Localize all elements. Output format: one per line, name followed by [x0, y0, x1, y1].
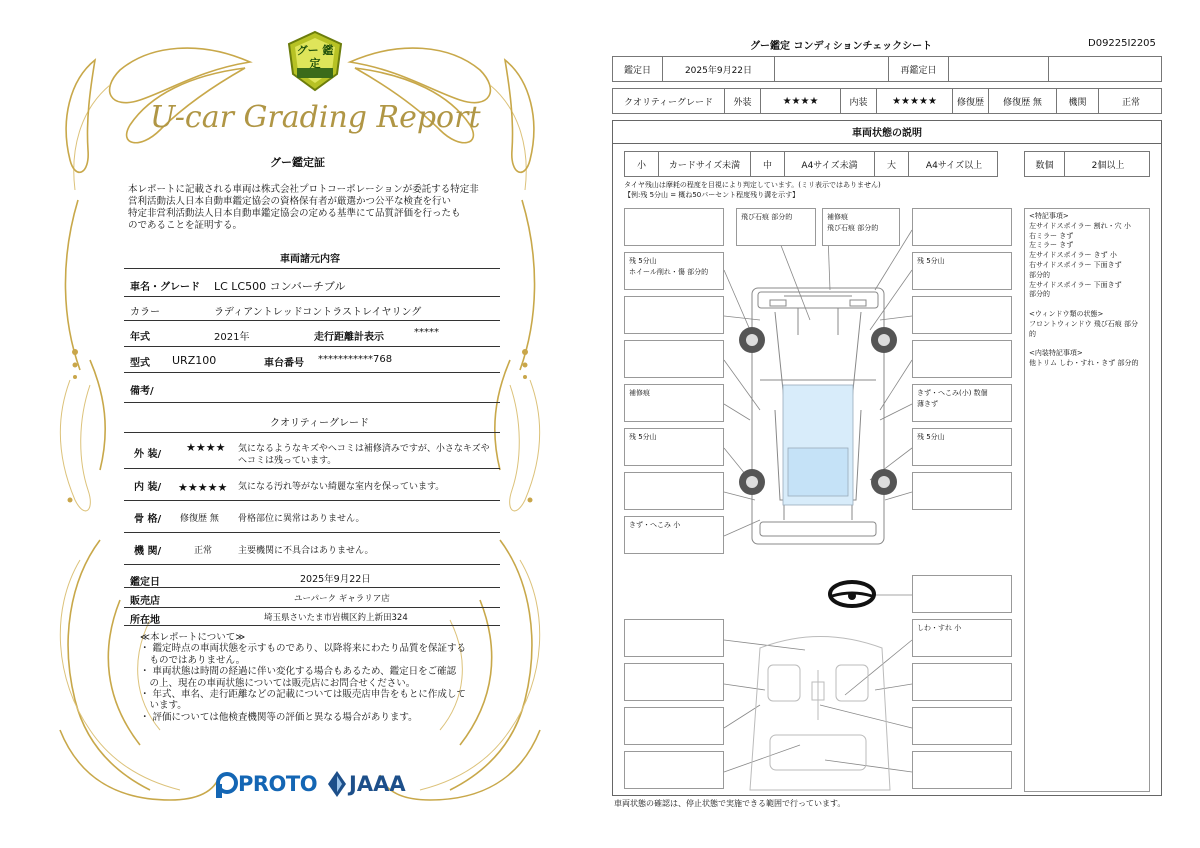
quality-engine-note: 主要機関に不具合はありません。 [238, 546, 374, 556]
special-note-line: フロントウィンドウ 飛び石痕 部分的 [1029, 319, 1139, 338]
annotation-text: 残 5分山 [917, 433, 945, 441]
legend-small: 小 [625, 152, 659, 176]
engine-label: 機関 [1057, 89, 1099, 113]
repair-history-label: 修復歴 [953, 89, 989, 113]
appraisal-row-date [124, 568, 500, 588]
spec-model-label: 型式 [130, 358, 150, 369]
annotation-box [912, 340, 1012, 378]
tire-note: タイヤ残山は摩耗の程度を目視により判定しています。(ミリ表示ではありません) [624, 181, 881, 189]
annotation-text: 薄きず [917, 400, 938, 408]
annotation-box [624, 751, 724, 789]
quality-interior-note: 気になる汚れ等がない綺麗な室内を保っています。 [238, 482, 445, 492]
jaaa-logo-icon [327, 770, 347, 798]
spec-mileage-label: 走行距離計表示 [314, 332, 384, 343]
annotation-text: 残 5分山 [917, 257, 945, 265]
special-note-line: 左サイドスポイラー きず 小 [1029, 251, 1117, 260]
special-note-line [1029, 300, 1145, 310]
tire-note-example: 【例:残 5分山 = 概ね50パーセント程度残り溝を示す】 [624, 191, 800, 199]
appraisal-shop-label: 販売店 [130, 596, 160, 607]
appraisal-row-shop [124, 588, 500, 608]
special-note-line: 左サイドスポイラー 割れ・穴 小 [1029, 221, 1131, 230]
intro-line: のであることを証明する。 [128, 220, 243, 231]
quality-exterior-stars: ★★★★ [186, 441, 226, 454]
quality-row-engine [124, 533, 500, 565]
annotation-box-rear-right-tire [912, 428, 1012, 466]
interior-sketch [750, 637, 890, 791]
quality-exterior-label: 外 装/ [134, 449, 162, 460]
spec-year-label: 年式 [130, 332, 150, 343]
legend-small-desc: カードサイズ未満 [659, 152, 751, 176]
quality-engine-value: 正常 [194, 546, 213, 556]
legend-count-value: 2個以上 [1091, 160, 1125, 171]
intro-line: 本レポートに記載される車両は株式会社プロトコーポレーションが委託する特定非 [128, 184, 479, 195]
legend-large: 大 [875, 152, 909, 176]
repair-history-value: 修復歴 無 [989, 89, 1057, 113]
annotation-box [912, 663, 1012, 701]
special-note-line: <ウィンドウ類の状態> [1029, 309, 1104, 318]
annotation-box [912, 707, 1012, 745]
annotation-box-left-side [624, 384, 724, 422]
annotation-text: 飛び石痕 部分的 [741, 213, 793, 221]
quality-exterior-note: ヘコミは残っています。 [238, 456, 337, 466]
appraisal-date-label: 鑑定日 [613, 57, 663, 81]
note-line: の上、現在の車両状態については販売店にお問合せください。 [140, 677, 416, 689]
appraisal-date-label: 鑑定日 [130, 577, 160, 588]
jaaa-brand: JAAA [349, 772, 406, 796]
annotation-text: ホイール削れ・傷 部分的 [629, 268, 709, 276]
spec-name-value: LC LC500 コンバーチブル [214, 280, 346, 293]
annotation-box-front-right [822, 208, 900, 246]
legend-medium-desc: A4サイズ未満 [785, 152, 875, 176]
specs-heading: 車両諸元内容 [280, 254, 340, 265]
special-note-line: 左サイドスポイラー 下面きず [1029, 280, 1122, 289]
special-note-line: 他トリム しわ・すれ・きず 部分的 [1029, 358, 1139, 367]
quality-row-exterior [124, 433, 500, 469]
quality-frame-note: 骨格部位に異常はありません。 [238, 514, 365, 524]
appraisal-date-value: 2025年9月22日 [663, 57, 775, 81]
proto-logo-icon [216, 772, 238, 798]
engine-value: 正常 [1121, 97, 1140, 108]
annotation-box [624, 663, 724, 701]
annotation-box [912, 296, 1012, 334]
spec-color-label: カラー [130, 307, 160, 318]
annotation-text: 飛び石痕 部分的 [827, 224, 879, 232]
interior-label: 内装 [841, 89, 877, 113]
appraisal-address-label: 所在地 [130, 615, 160, 626]
quality-heading: クオリティーグレード [270, 418, 369, 429]
spec-remarks-label: 備考/ [130, 386, 154, 397]
appraisal-row-address [124, 608, 500, 626]
annotation-box-front-left [736, 208, 816, 246]
special-note-line: <内装特記事項> [1029, 349, 1083, 358]
reappraisal-date-label: 再鑑定日 [889, 57, 949, 81]
quality-exterior-note: 気になるようなキズやヘコミは補修済みですが、小さなキズや [238, 444, 490, 454]
annotation-box [912, 472, 1012, 510]
annotation-text: 補修痕 [629, 389, 650, 397]
special-note-line: 右ミラー きず [1029, 231, 1074, 240]
note-line: ・ 鑑定時点の車両状態を示すものであり、以降将来にわたり品質を保証する [140, 643, 467, 655]
grade-label: クオリティーグレード [613, 89, 725, 113]
annotation-box [624, 619, 724, 657]
note-line: ・ 評価については他検査機関等の評価と異なる場合があります。 [140, 711, 418, 723]
annotation-text: 補修痕 [827, 213, 848, 221]
annotation-text: 残 5分山 [629, 257, 657, 265]
exterior-stars: ★★★★ [761, 89, 841, 113]
note-line: います。 [140, 700, 187, 712]
spec-mileage-value: ***** [414, 327, 439, 338]
legend-count-label: 数個 [1025, 152, 1065, 176]
spec-row-name [124, 271, 500, 297]
exterior-label: 外装 [725, 89, 761, 113]
annotation-text: 残 5分山 [629, 433, 657, 441]
spec-vin-label: 車台番号 [264, 358, 304, 369]
annotation-box-rear [624, 516, 724, 554]
special-note-line: 部分的 [1029, 290, 1050, 299]
note-line: ・ 年式、車名、走行距離などの記載については販売店申告をもとに作成して [140, 689, 466, 701]
annotation-box-front-right-tire [912, 252, 1012, 290]
report-notes [140, 632, 500, 723]
notes-heading: ≪本レポートについて≫ [140, 632, 246, 643]
special-notes-panel [1024, 208, 1150, 792]
spec-row-model [124, 347, 500, 373]
quality-frame-label: 骨 格/ [134, 514, 162, 525]
special-note-line: <特記事項> [1029, 212, 1069, 220]
annotation-text: きず・へこみ 小 [629, 521, 681, 529]
intro-line: 特定非営利活動法人日本自動車鑑定協会の定める基準にて品質評価を行ったも [128, 208, 461, 219]
annotation-box [912, 751, 1012, 789]
quality-frame-value: 修復歴 無 [180, 514, 219, 524]
note-line: ものではありません。 [140, 654, 246, 666]
special-note-line: 右サイドスポイラー 下面きず [1029, 260, 1122, 269]
quality-interior-label: 内 装/ [134, 482, 162, 493]
annotation-box [624, 707, 724, 745]
report-script-title: U-car Grading Report [150, 100, 481, 135]
quality-engine-label: 機 関/ [134, 546, 162, 557]
annotation-box [624, 472, 724, 510]
quality-interior-stars: ★★★★★ [178, 481, 228, 494]
special-note-line: 部分的 [1029, 270, 1050, 279]
appraisal-address-value: 埼玉県さいたま市岩槻区釣上新田324 [264, 613, 408, 623]
annotation-box [624, 296, 724, 334]
annotation-box [912, 208, 1012, 246]
intro-line: 営利活動法人日本自動車鑑定協会の資格保有者が厳選かつ公平な検査を行い [128, 196, 452, 207]
legend-medium: 中 [751, 152, 785, 176]
annotation-box [624, 340, 724, 378]
quality-row-frame [124, 501, 500, 533]
interior-stars: ★★★★★ [877, 89, 953, 113]
annotation-box-front-left-tire [624, 252, 724, 290]
special-note-line: 左ミラー きず [1029, 241, 1074, 250]
annotation-box [912, 575, 1012, 613]
condition-heading: 車両状態の説明 [852, 128, 922, 139]
legend-large-desc: A4サイズ以上 [925, 160, 983, 171]
sheet-title: グー鑑定 コンディションチェックシート [750, 41, 933, 52]
specs-top-rule [124, 268, 500, 269]
annotation-text: きず・へこみ(小) 数個 [917, 389, 988, 397]
proto-brand: PROTO [238, 772, 318, 796]
spec-name-label: 車名・グレード [130, 282, 200, 293]
sheet-footer-note: 車両状態の確認は、停止状態で実施できる範囲で行っています。 [614, 799, 846, 808]
condition-check-sheet [600, 0, 1200, 848]
spec-row-remarks [124, 373, 500, 403]
certificate-intro [128, 184, 500, 232]
special-note-line [1029, 339, 1145, 349]
sheet-document-id: D09225I2205 [1088, 38, 1156, 49]
quality-row-interior [124, 469, 500, 501]
certificate-subtitle: グー鑑定証 [270, 156, 325, 169]
spec-row-year [124, 321, 500, 347]
spec-year-value: 2021年 [214, 332, 250, 343]
annotation-box-rear-left-tire [624, 428, 724, 466]
spec-model-value: URZ100 [172, 354, 217, 367]
annotation-box [624, 208, 724, 246]
appraisal-date-value: 2025年9月22日 [300, 574, 371, 585]
annotation-text: しわ・すれ 小 [917, 624, 962, 632]
logo-text: グー 鑑定 [296, 44, 334, 70]
note-line: ・ 車両状態は時間の経過に伴い変化する場合もあるため、鑑定日をご確認 [140, 666, 457, 678]
spec-vin-value: ***********768 [318, 354, 393, 365]
spec-row-color [124, 297, 500, 321]
spec-color-value: ラディアントレッドコントラストレイヤリング [214, 307, 422, 318]
steering-wheel-icon [830, 582, 874, 606]
annotation-box-interior [912, 619, 1012, 657]
annotation-box-right-side [912, 384, 1012, 422]
appraisal-shop-value: ユーパーク ギャラリア店 [294, 594, 390, 604]
